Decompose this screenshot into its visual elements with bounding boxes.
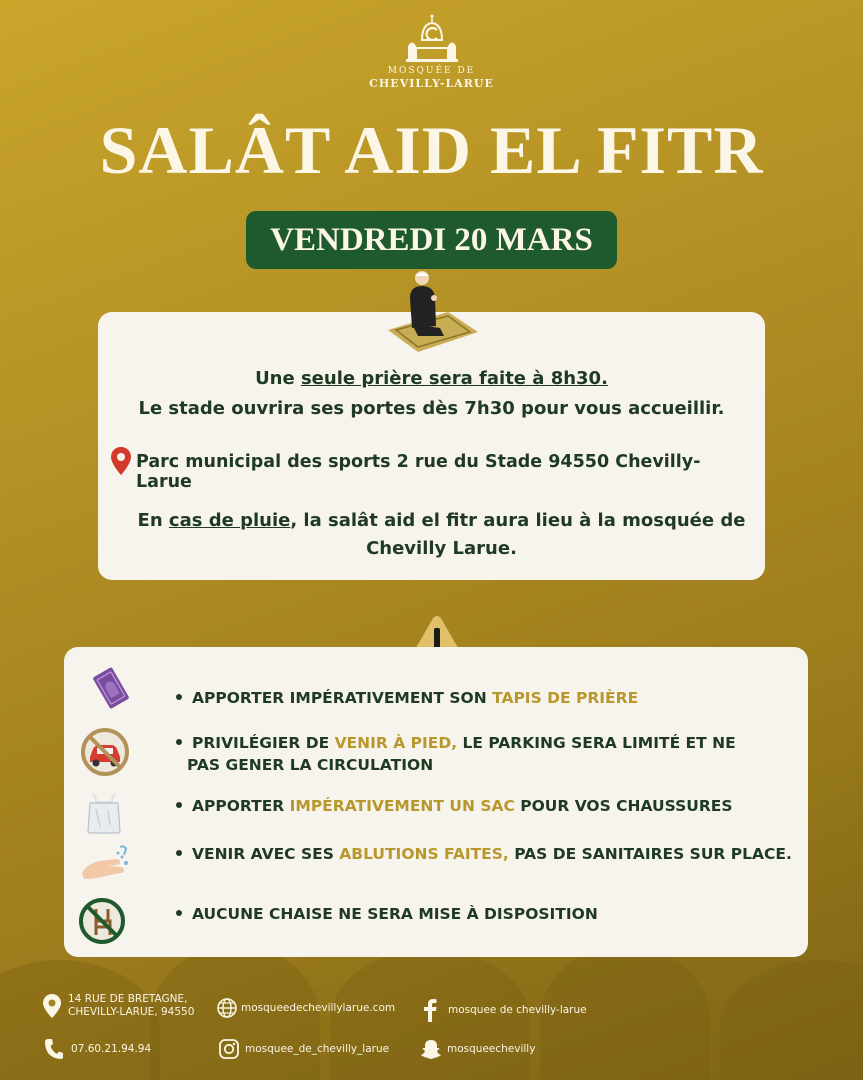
rules-card xyxy=(64,647,808,957)
rain-notice-prefix: En xyxy=(137,510,169,531)
rule-text: APPORTER xyxy=(192,797,290,815)
bullet xyxy=(176,850,182,856)
rule-text-line2: PAS GENER LA CIRCULATION xyxy=(187,756,434,774)
mosque-logo xyxy=(0,14,863,90)
rule-text-suffix: POUR VOS CHAUSSURES xyxy=(514,797,733,815)
snapchat-link[interactable]: mosqueechevilly xyxy=(447,1042,536,1055)
rule-text-suffix: PAS DE SANITAIRES SUR PLACE. xyxy=(508,845,792,863)
snapchat-icon xyxy=(420,1038,442,1060)
location-icon xyxy=(42,993,62,1019)
bullet xyxy=(176,694,182,700)
rule-no-chair xyxy=(176,903,598,925)
rain-notice-line2: Chevilly Larue. xyxy=(366,538,517,559)
address-text xyxy=(68,993,194,1019)
no-chair-icon xyxy=(78,897,126,945)
rain-notice-highlight: cas de pluie xyxy=(168,510,291,531)
mosque-logo-icon xyxy=(404,14,460,64)
rule-text: APPORTER IMPÉRATIVEMENT SON xyxy=(192,689,493,707)
bullet xyxy=(176,910,182,916)
rule-highlight: VENIR À PIED, xyxy=(334,734,458,752)
facebook-icon xyxy=(422,998,438,1022)
footer-instagram[interactable] xyxy=(218,1038,389,1060)
plastic-bag-icon xyxy=(84,789,124,835)
stadium-opening-line: Le stade ouvrira ses portes dès 7h30 pour vous accueillir. xyxy=(138,398,725,419)
instagram-icon xyxy=(218,1038,240,1060)
address-line1: 14 RUE DE BRETAGNE, xyxy=(68,993,188,1005)
prayer-time-prefix: Une xyxy=(255,368,301,389)
rule-text-suffix: LE PARKING SERA LIMITÉ ET NE xyxy=(457,734,736,752)
rule-text: PRIVILÉGIER DE xyxy=(192,734,335,752)
website-link[interactable]: mosqueedechevillylarue.com xyxy=(241,1001,396,1014)
prayer-rug-icon xyxy=(90,667,132,709)
logo-text-line2: CHEVILLY-LARUE xyxy=(369,77,494,90)
bullet xyxy=(176,739,182,745)
instagram-link[interactable]: mosquee_de_chevilly_larue xyxy=(245,1042,390,1055)
rule-ablutions xyxy=(176,843,792,865)
praying-man-icon xyxy=(388,268,478,353)
footer-facebook[interactable] xyxy=(422,998,587,1022)
rain-notice-line1 xyxy=(108,510,775,531)
rule-highlight: IMPÉRATIVEMENT UN SAC xyxy=(289,797,515,815)
date-badge: VENDREDI 20 MARS xyxy=(246,211,617,269)
rain-notice-suffix: , la salât aid el fitr aura lieu à la mosquée de xyxy=(290,510,746,531)
hand-washing-icon xyxy=(80,843,130,883)
logo-text-line1: MOSQUÉE DE xyxy=(387,66,476,76)
no-car-icon xyxy=(80,727,130,777)
globe-icon xyxy=(216,997,238,1019)
rule-shoe-bag xyxy=(176,795,733,817)
rule-text: AUCUNE CHAISE NE SERA MISE À DISPOSITION xyxy=(192,905,598,923)
rule-text: VENIR AVEC SES xyxy=(192,845,340,863)
background-dome-decoration xyxy=(0,960,160,1080)
address-line: Parc municipal des sports 2 rue du Stade 94550 Chevilly-Larue xyxy=(136,452,701,492)
location-pin-icon xyxy=(110,446,132,476)
footer-phone[interactable] xyxy=(44,1038,151,1060)
prayer-time-highlight: seule prière sera faite à 8h30. xyxy=(300,368,608,389)
footer-snapchat[interactable] xyxy=(420,1038,535,1060)
bullet xyxy=(176,802,182,808)
phone-number[interactable]: 07.60.21.94.94 xyxy=(71,1042,152,1055)
prayer-time-line xyxy=(98,368,765,389)
phone-icon xyxy=(44,1038,64,1060)
rule-highlight: TAPIS DE PRIÈRE xyxy=(492,689,639,707)
address-line2: CHEVILLY-LARUE, 94550 xyxy=(68,1006,195,1018)
rule-prayer-rug xyxy=(176,687,638,709)
rule-highlight: ABLUTIONS FAITES, xyxy=(339,845,509,863)
footer-website[interactable] xyxy=(216,997,395,1019)
rule-walk xyxy=(176,732,736,776)
background-dome-decoration xyxy=(720,960,863,1080)
facebook-link[interactable]: mosquee de chevilly-larue xyxy=(448,1003,587,1016)
page-title: SALÂT AID EL FITR xyxy=(99,112,764,188)
footer-address xyxy=(42,993,194,1019)
